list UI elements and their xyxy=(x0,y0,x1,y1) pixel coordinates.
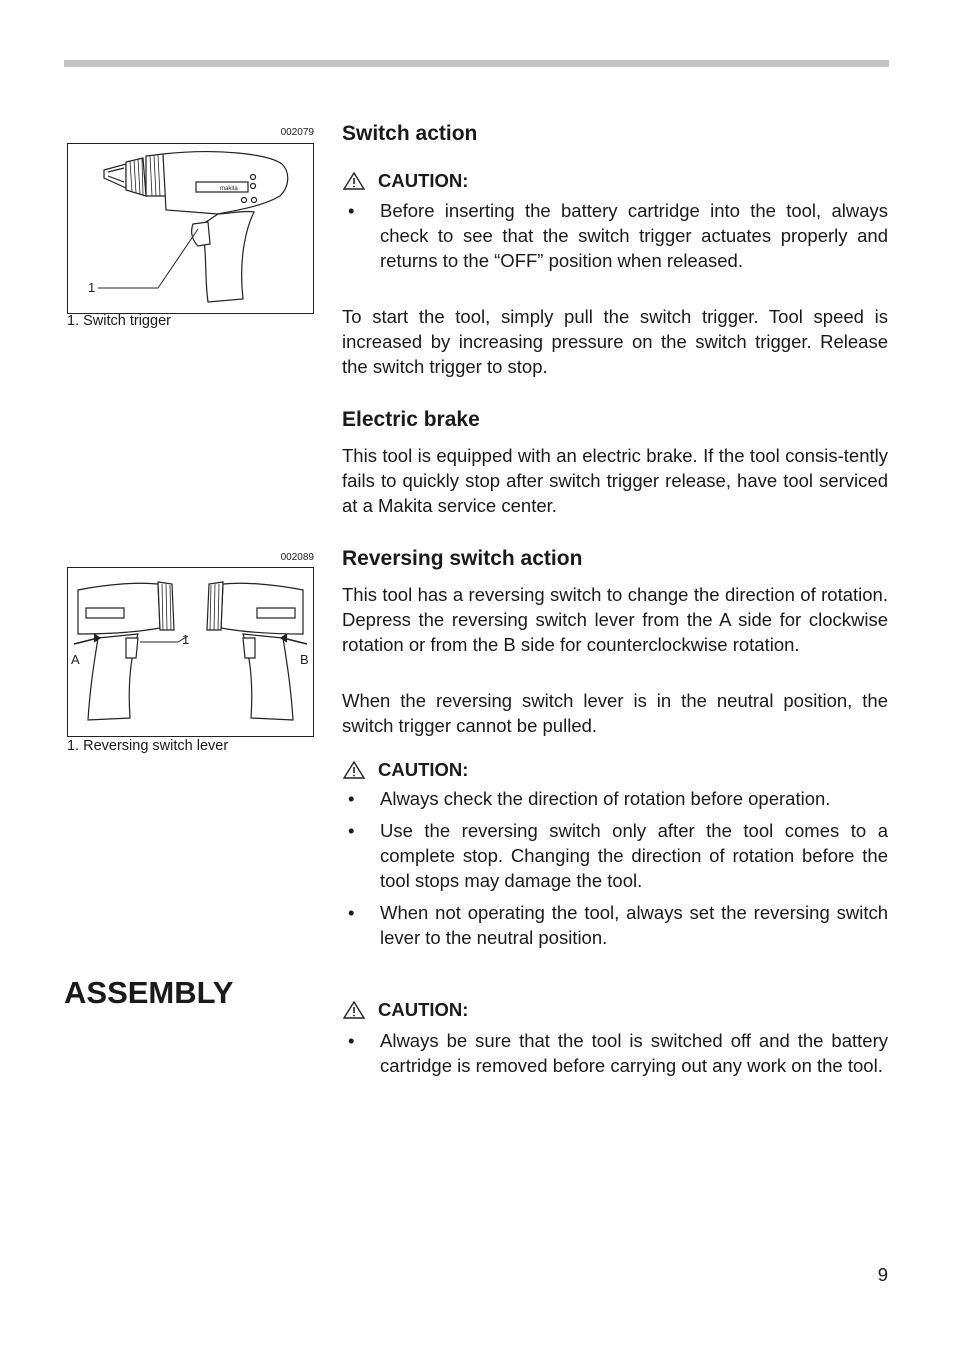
bullet-dot: • xyxy=(348,902,355,923)
reversing-bullet-3 xyxy=(342,900,888,950)
reversing-heading: Reversing switch action xyxy=(342,547,583,570)
bullet-dot: • xyxy=(348,200,355,221)
bullet-text: Always check the direction of rotation before operation. xyxy=(380,788,831,809)
switch-action-caution xyxy=(342,170,468,192)
assembly-caution xyxy=(342,999,468,1021)
electric-brake-paragraph: This tool is equipped with an electric brake. If the tool consis-tently fails to quickly stop after switch trigger release, have tool serviced at a Makita service center. xyxy=(342,445,888,516)
assembly-bullet xyxy=(342,1028,888,1078)
caution-label: CAUTION: xyxy=(378,759,469,780)
electric-brake-heading: Electric brake xyxy=(342,408,480,431)
page-number: 9 xyxy=(877,1264,888,1285)
figure-1-callout: 1 xyxy=(88,280,96,295)
figure-2-caption: 1. Reversing switch lever xyxy=(67,738,229,754)
bullet-text: When not operating the tool, always set the reversing switch lever to the neutral position. xyxy=(380,902,888,948)
reversing-caution xyxy=(342,759,468,781)
figure-1-code: 002079 xyxy=(280,127,314,138)
bullet-text: Before inserting the battery cartridge into the tool, always check to see that the switch trigger actuates properly and returns to the “OFF” position when released. xyxy=(380,200,888,271)
figure-2-label-a: A xyxy=(71,652,80,667)
bullet-dot: • xyxy=(348,788,355,809)
bullet-dot: • xyxy=(348,1030,355,1051)
warning-triangle-icon xyxy=(342,1000,366,1020)
switch-action-paragraph: To start the tool, simply pull the switch trigger. Tool speed is increased by increasing pressure on the switch trigger. Release the switch trigger to stop. xyxy=(342,306,888,377)
figure-2-label-b: B xyxy=(300,652,309,667)
bullet-dot: • xyxy=(348,820,355,841)
switch-action-heading: Switch action xyxy=(342,122,478,145)
caution-label: CAUTION: xyxy=(378,170,469,191)
figure-2-reversing-illustration xyxy=(67,567,314,737)
figure-2-code: 002089 xyxy=(280,552,314,563)
svg-text:makita: makita xyxy=(220,186,238,192)
reversing-paragraph-1: This tool has a reversing switch to change the direction of rotation. Depress the reversing switch lever from the A side for clockwise rotation or from the B side for counterclockwise rotation. xyxy=(342,584,888,655)
reversing-bullet-1 xyxy=(342,786,888,811)
caution-label: CAUTION: xyxy=(378,999,469,1020)
reversing-paragraph-2: When the reversing switch lever is in the neutral position, the switch trigger cannot be pulled. xyxy=(342,690,888,736)
warning-triangle-icon xyxy=(342,171,366,191)
figure-1-caption: 1. Switch trigger xyxy=(67,313,171,329)
figure-2-callout: 1 xyxy=(182,632,190,647)
switch-action-bullet xyxy=(342,198,888,273)
reversing-bullet-2 xyxy=(342,818,888,893)
bullet-text: Always be sure that the tool is switched off and the battery cartridge is removed before carrying out any work on the tool. xyxy=(380,1030,888,1076)
header-rule xyxy=(64,60,889,67)
figure-1-drill-illustration xyxy=(67,143,314,314)
bullet-text: Use the reversing switch only after the tool comes to a complete stop. Changing the direction of rotation before the tool stops may damage the tool. xyxy=(380,820,888,891)
assembly-heading: ASSEMBLY xyxy=(64,975,234,1010)
warning-triangle-icon xyxy=(342,760,366,780)
